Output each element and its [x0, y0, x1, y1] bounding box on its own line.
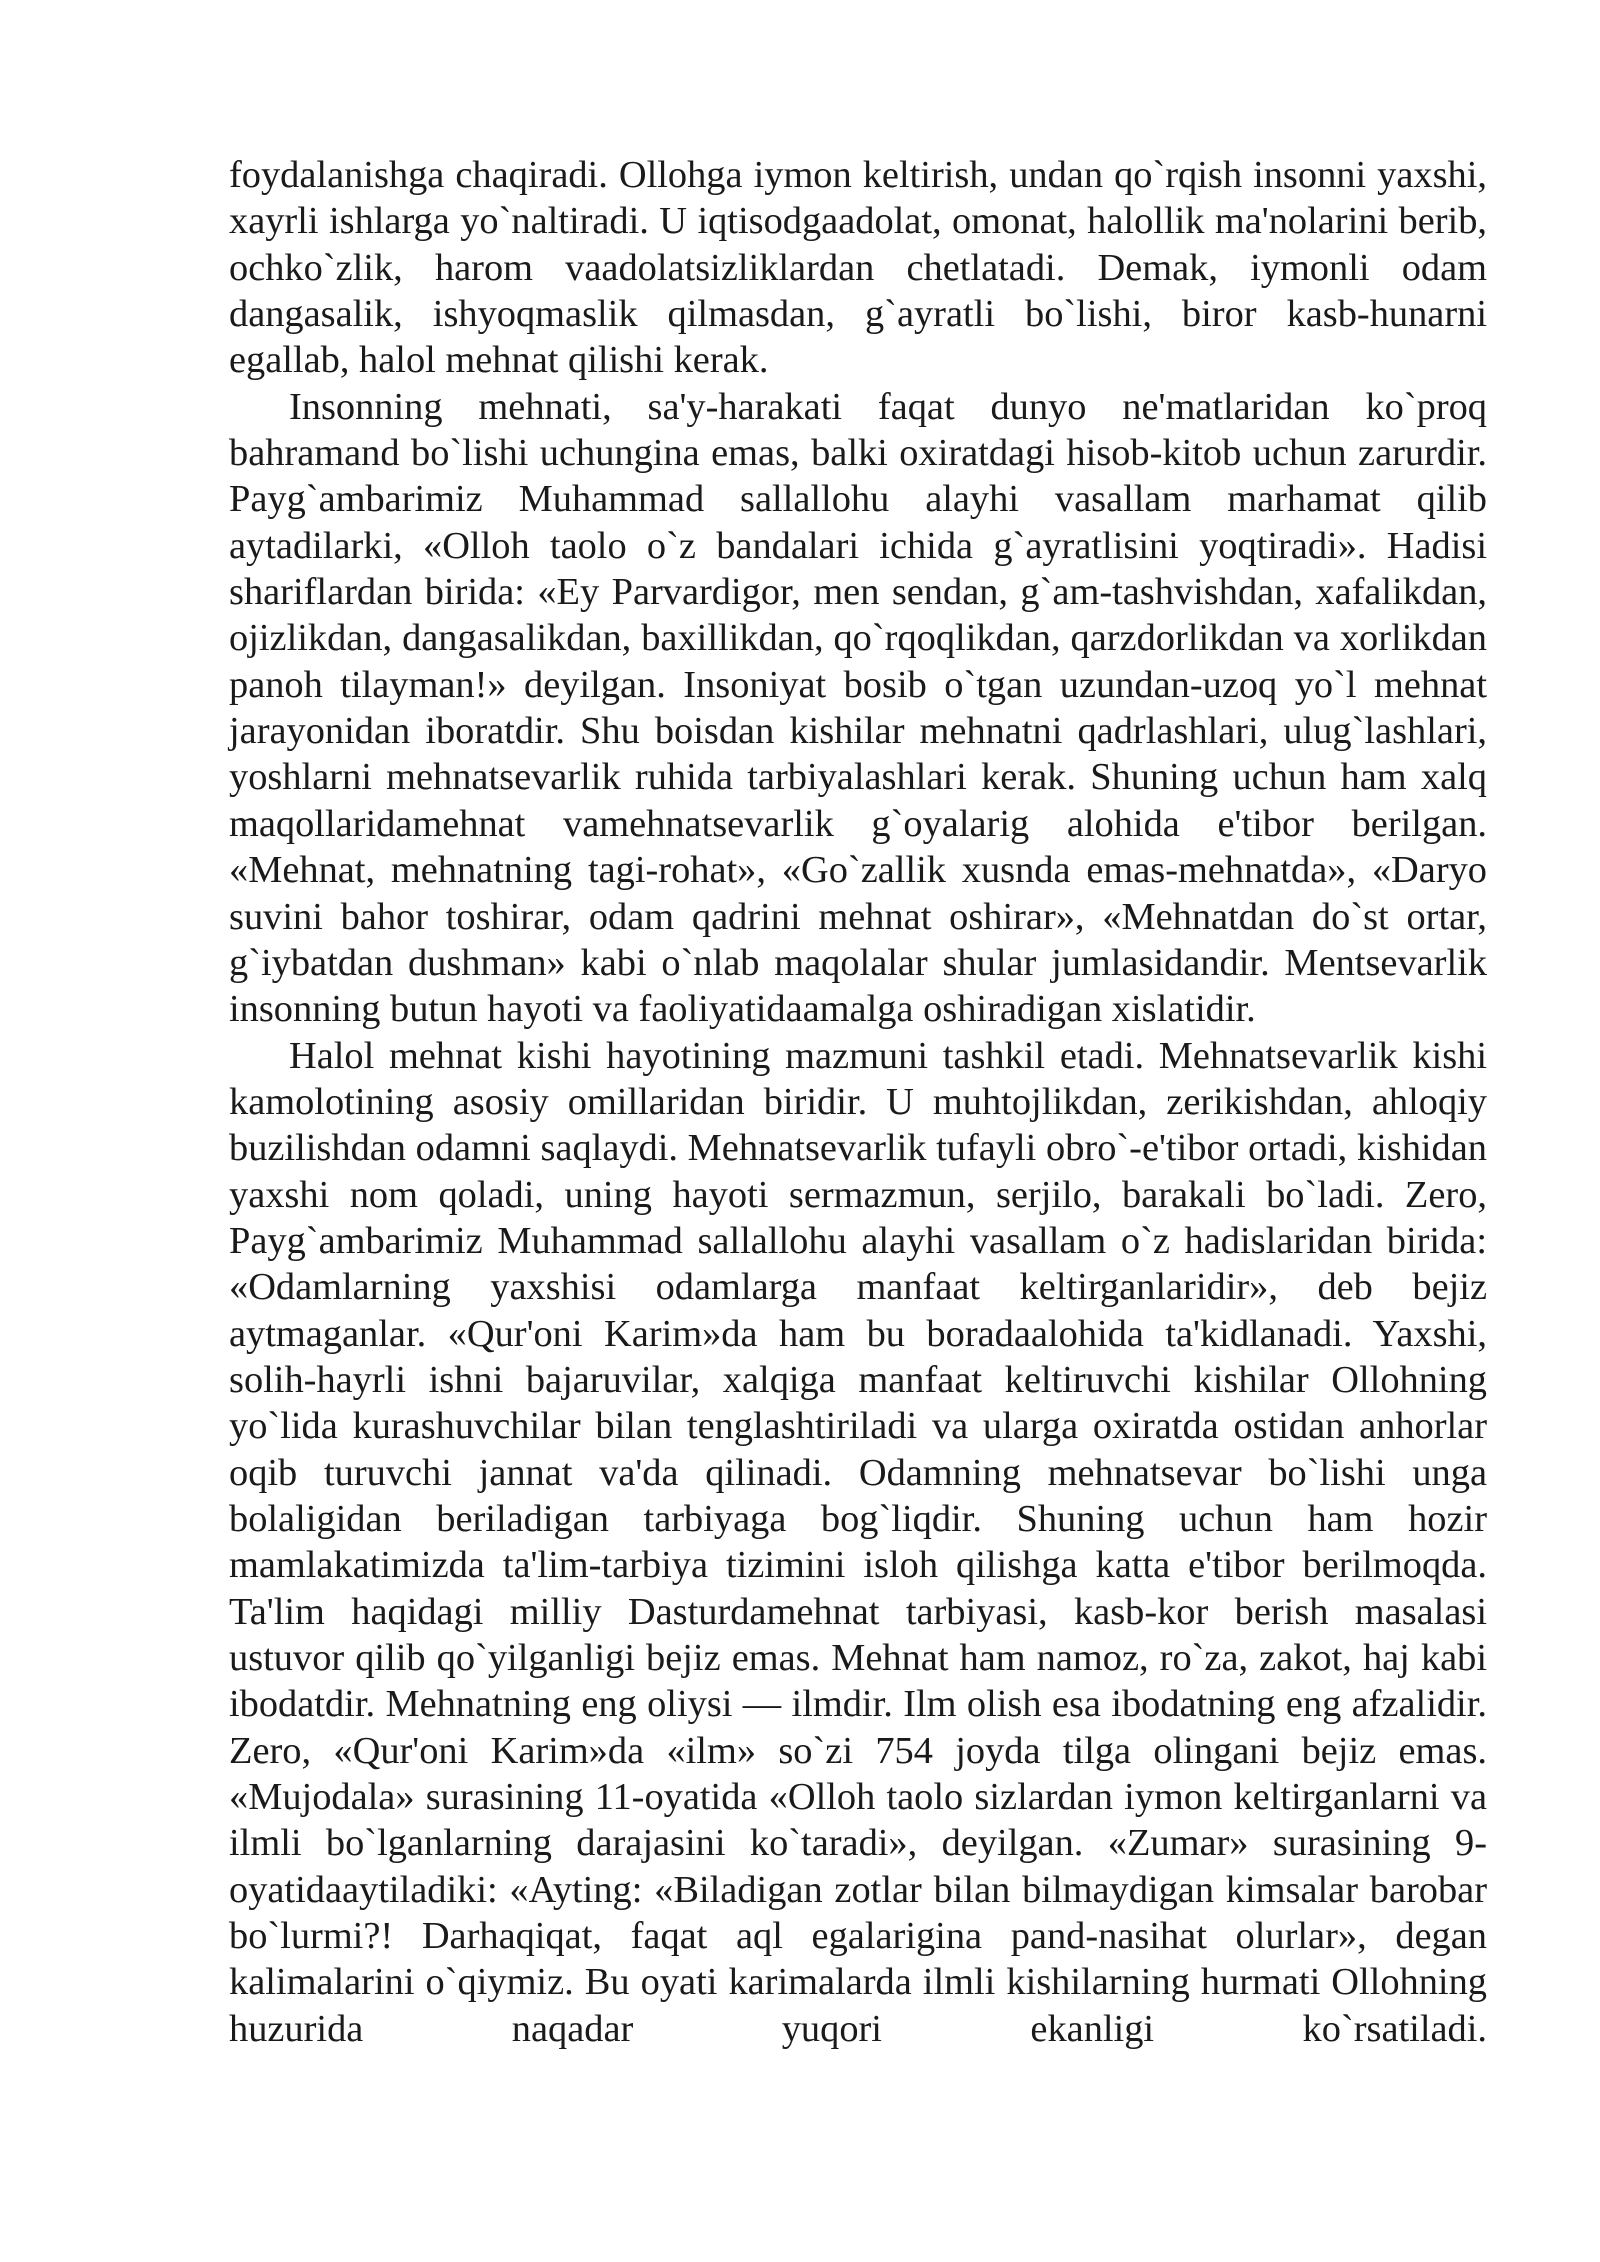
- paragraph-2: Insonning mehnati, sa'y-harakati faqat dunyo ne'matlaridan ko`proq bahramand bo`lishi uchungina emas, balki oxiratdagi hisob-kitob uchun zarurdir. Payg`ambarimiz Muhammad sallallohu alayhi vasallam marhamat qilib aytadilarki, «Olloh taolo o`z bandalari ichida g`ayratlisini yoqtiradi». Hadisi shariflardan birida: «Ey Parvardigor, men sendan, g`am-tashvishdan, xafalikdan, ojizlikdan, dangasalikdan, baxillikdan, qo`rqoqlikdan, qarzdorlikdan va xorlikdan panoh tilayman!» deyilgan. Insoniyat bosib o`tgan uzundan-uzoq yo`l mehnat jarayonidan iboratdir. Shu boisdan kishilar mehnatni qadrlashlari, ulug`lashlari, yoshlarni mehnatsevarlik ruhida tarbiyalashlari kerak. Shuning uchun ham xalq maqollaridamehnat vamehnatsevarlik g`oyalarig alohida e'tibor berilgan. «Mehnat, mehnatning tagi-rohat», «Go`zallik xusnda emas-mehnatda», «Daryo suvini bahor toshirar, odam qadrini mehnat oshirar», «Mehnatdan do`st ortar, g`iybatdan dushman» kabi o`nlab maqolalar shular jumlasidandir. Mentsevarlik insonning butun hayoti va faoliyatidaamalga oshiradigan xislatidir.: [229, 385, 1487, 1031]
- body-text: [229, 152, 1487, 2052]
- paragraph-3: Halol mehnat kishi hayotining mazmuni tashkil etadi. Mehnatsevarlik kishi kamolotining asosiy omillaridan biridir. U muhtojlikdan, zerikishdan, ahloqiy buzilishdan odamni saqlaydi. Mehnatsevarlik tufayli obro`-e'tibor ortadi, kishidan yaxshi nom qoladi, uning hayoti sermazmun, serjilo, barakali bo`ladi. Zero, Payg`ambarimiz Muhammad sallallohu alayhi vasallam o`z hadislaridan birida: «Odamlarning yaxshisi odamlarga manfaat keltirganlaridir», deb bejiz aytmaganlar. «Qur'oni Karim»da ham bu boradaalohida ta'kidlanadi. Yaxshi, solih-hayrli ishni bajaruvilar, xalqiga manfaat keltiruvchi kishilar Ollohning yo`lida kurashuvchilar bilan tenglashtiriladi va ularga oxiratda ostidan anhorlar oqib turuvchi jannat va'da qilinadi. Odamning mehnatsevar bo`lishi unga bolaligidan beriladigan tarbiyaga bog`liqdir. Shuning uchun ham hozir mamlakatimizda ta'lim-tarbiya tizimini isloh qilishga katta e'tibor berilmoqda. Ta'lim haqidagi milliy Dasturdamehnat tarbiyasi, kasb-kor berish masalasi ustuvor qilib qo`yilganligi bejiz emas. Mehnat ham namoz, ro`za, zakot, haj kabi ibodatdir. Mehnatning eng oliysi — ilmdir. Ilm olish esa ibodatning eng afzalidir. Zero, «Qur'oni Karim»da «ilm» so`zi 754 joyda tilga olingani bejiz emas. «Mujodala» surasining 11-oyatida «Olloh taolo sizlardan iymon keltirganlarni va ilmli bo`lganlarning darajasini ko`taradi», deyilgan. «Zumar» surasining 9- oyatidaaytiladiki: «Ayting: «Biladigan zotlar bilan bilmaydigan kimsalar barobar bo`lurmi?! Darhaqiqat, faqat aql egalarigina pand-nasihat olurlar», degan kalimalarini o`qiymiz. Bu oyati karimalarda ilmli kishilarning hurmati Ollohning huzurida naqadar yuqori ekanligi ko`rsatiladi.: [229, 1034, 1487, 2050]
- paragraph-1: foydalanishga chaqiradi. Ollohga iymon keltirish, undan qo`rqish insonni yaxshi, xayrli ishlarga yo`naltiradi. U iqtisodgaadolat, omonat, halollik ma'nolarini berib, ochko`zlik, harom vaadolatsizliklardan chetlatadi. Demak, iymonli odam dangasalik, ishyoqmaslik qilmasdan, g`ayratli bo`lishi, biror kasb-hunarni egallab, halol mehnat qilishi kerak.: [229, 154, 1487, 382]
